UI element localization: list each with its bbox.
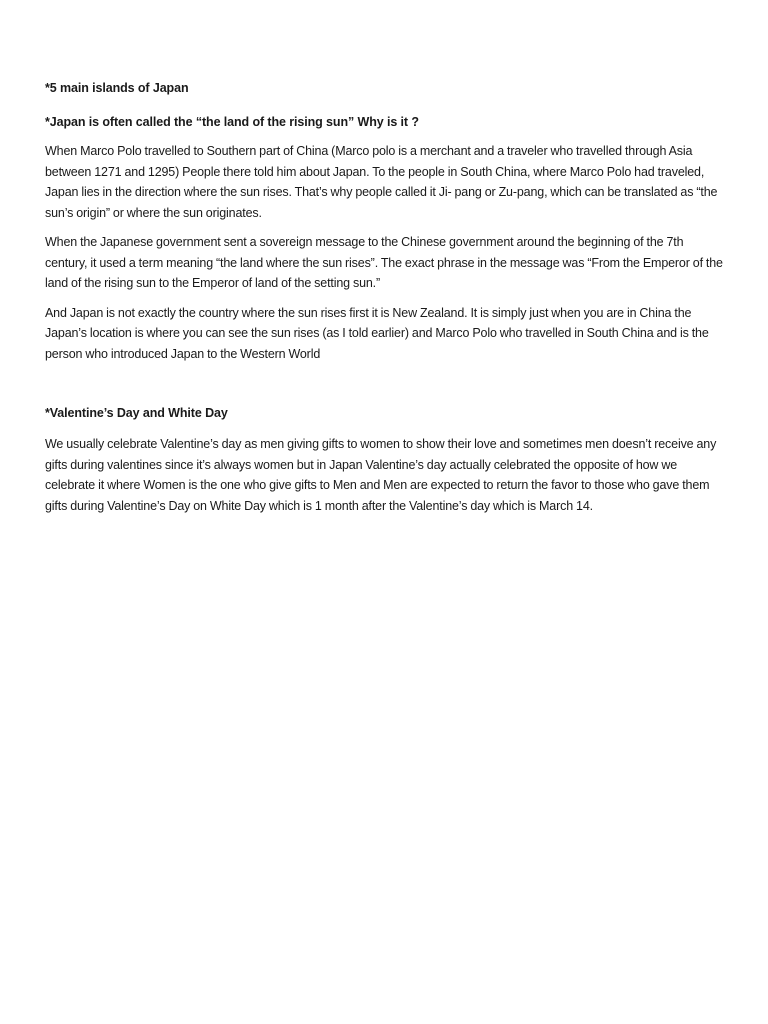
- paragraph-marco-polo: When Marco Polo travelled to Southern part of China (Marco polo is a merchant and a traveler who travelled through Asia between 1271 and 1295) People there told him about Japan. To the people in South China, where Marco Polo had traveled, Japan lies in the direction where the sun rises. That’s why people called it Ji- pang or Zu-pang, which can be translated as “the sun’s origin” or where the sun originates.: [45, 144, 718, 220]
- heading-valentines-white-day: *Valentine’s Day and White Day: [45, 406, 228, 420]
- paragraph-government-message: When the Japanese government sent a sovereign message to the Chinese government around the beginning of the 7th century, it used a term meaning “the land where the sun rises”. The exact phrase in the message was “From the Emperor of the land of the rising sun to the Emperor of land of the setting sun.”: [45, 235, 723, 290]
- paragraph-new-zealand: And Japan is not exactly the country where the sun rises first it is New Zealand. It is simply just when you are in China the Japan’s location is where you can see the sun rises (as I told earlier) and Marco Polo who travelled in South China and is the person who introduced Japan to the Western World: [45, 305, 709, 361]
- heading-rising-sun: *Japan is often called the “the land of the rising sun” Why is it ?: [45, 115, 419, 129]
- document-page: [45, 80, 725, 516]
- heading-main-islands: *5 main islands of Japan: [45, 81, 189, 95]
- paragraph-valentines: We usually celebrate Valentine’s day as men giving gifts to women to show their love and sometimes men doesn’t receive any gifts during valentines since it’s always women but in Japan Valentine’s day actually celebrated the opposite of how we celebrate it where Women is the one who give gifts to Men and Men are expected to return the favor to those who gave them gifts during Valentine’s Day on White Day which is 1 month after the Valentine’s day which is March 14.: [45, 437, 717, 513]
